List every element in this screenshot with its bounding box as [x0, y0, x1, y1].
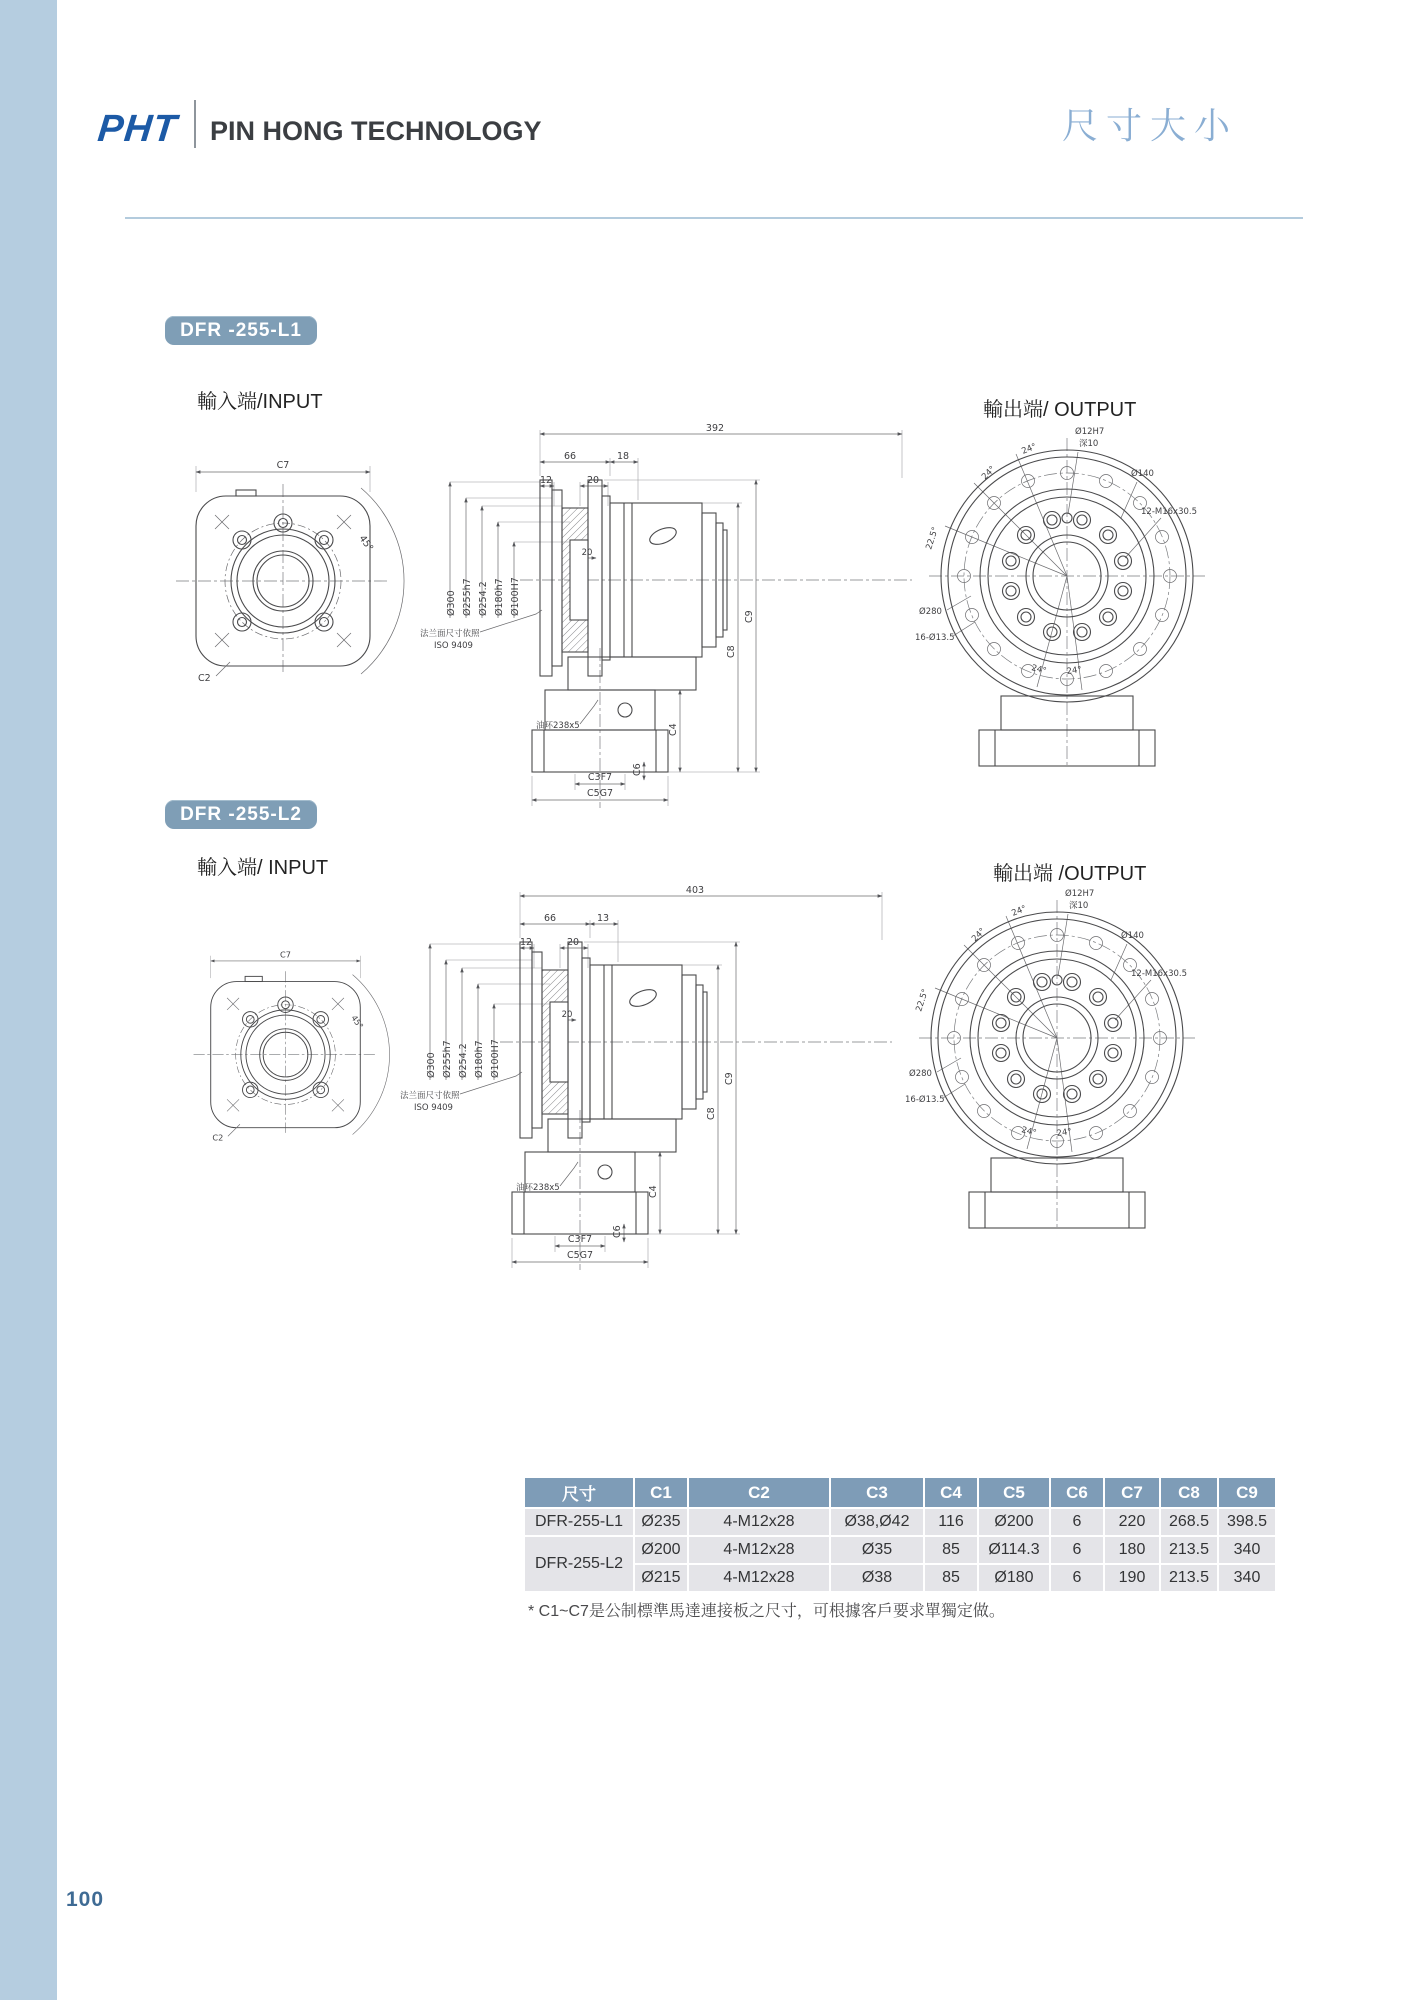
dim-c7: C7 — [280, 949, 291, 960]
dim-c2: C2 — [198, 673, 211, 684]
dim-angle-24-d: 24° — [1056, 1126, 1073, 1139]
dim-dia254: Ø254.2 — [478, 581, 489, 616]
pht-logo: PHT — [95, 108, 180, 150]
dim-dia255: Ø255h7 — [442, 1040, 453, 1078]
cell-c3: Ø38 — [831, 1565, 923, 1591]
input-flange-view-l2 — [178, 942, 393, 1144]
dim-dia100: Ø100H7 — [490, 1039, 501, 1078]
cell-model: DFR-255-L1 — [525, 1509, 633, 1535]
dim-c3: C3F7 — [567, 1234, 593, 1245]
cell-c8: 213.5 — [1161, 1537, 1217, 1563]
cell-c4: 116 — [925, 1509, 977, 1535]
dim-dowel-hole: Ø12H7 — [1075, 427, 1105, 437]
cell-c7: 220 — [1105, 1509, 1159, 1535]
cell-c1: Ø215 — [635, 1565, 687, 1591]
note-flange: 法兰面尺寸依照 — [400, 1091, 460, 1101]
col-header-c8: C8 — [1161, 1478, 1217, 1507]
dim-overall: 392 — [705, 423, 725, 434]
table-header-row — [525, 1478, 1275, 1507]
cell-c3: Ø38,Ø42 — [831, 1509, 923, 1535]
dim-overall: 403 — [685, 885, 705, 896]
dim-c4: C4 — [668, 723, 679, 736]
dim-c8: C8 — [706, 1107, 717, 1120]
dim-holes-135: 16-Ø13.5 — [915, 633, 955, 643]
dim-c9: C9 — [744, 610, 755, 623]
col-header-c3: C3 — [831, 1478, 923, 1507]
dim-dia180: Ø180h7 — [494, 578, 505, 616]
dim-66: 66 — [543, 913, 557, 924]
dim-holes-135: 16-Ø13.5 — [905, 1095, 945, 1105]
cell-c4: 85 — [925, 1537, 977, 1563]
col-header-size: 尺寸 — [525, 1478, 633, 1507]
dim-c8: C8 — [726, 645, 737, 658]
cell-c6: 6 — [1051, 1565, 1103, 1591]
cell-c2: 4-M12x28 — [689, 1509, 829, 1535]
dim-12: 12 — [539, 475, 553, 486]
dim-20: 20 — [566, 937, 580, 948]
dim-dowel-depth: 深10 — [1069, 901, 1089, 911]
dim-d280: Ø280 — [919, 607, 942, 617]
table-footnote: * C1~C7是公制標準馬達連接板之尺寸，可根據客戶要求單獨定做。 — [528, 1603, 1005, 1620]
dim-c3: C3F7 — [587, 772, 613, 783]
dim-angle-24-c: 24° — [1030, 663, 1048, 677]
page-number: 100 — [66, 1888, 105, 1911]
cell-c5: Ø200 — [979, 1509, 1049, 1535]
dim-dia300: Ø300 — [426, 1052, 437, 1078]
dim-18: 18 — [616, 451, 630, 462]
dim-angle-24-a: 24° — [1020, 441, 1039, 457]
dim-c5: C5G7 — [566, 1250, 594, 1261]
table-row — [525, 1565, 1275, 1591]
note-iso: ISO 9409 — [414, 1103, 453, 1113]
dim-angle-24-a: 24° — [1010, 903, 1029, 919]
dim-c9: C9 — [724, 1072, 735, 1085]
cell-c1: Ø235 — [635, 1509, 687, 1535]
left-accent-stripe — [0, 0, 57, 2000]
dim-d280: Ø280 — [909, 1069, 932, 1079]
dim-bolt-spec: 12-M16x30.5 — [1141, 507, 1197, 517]
col-header-c2: C2 — [689, 1478, 829, 1507]
cell-model: DFR-255-L2 — [525, 1537, 633, 1591]
cell-c2: 4-M12x28 — [689, 1537, 829, 1563]
output-flange-view-l2 — [905, 880, 1205, 1232]
input-label-l1: 輸入端/INPUT — [197, 391, 323, 413]
note-oil-ring: 油环238x5 — [516, 1183, 560, 1193]
input-label-l2: 輸入端/ INPUT — [197, 857, 329, 879]
dim-c6: C6 — [612, 1225, 623, 1238]
dim-dia254: Ø254.2 — [458, 1043, 469, 1078]
dim-dowel-hole: Ø12H7 — [1065, 889, 1095, 899]
cell-c6: 6 — [1051, 1509, 1103, 1535]
cell-c8: 268.5 — [1161, 1509, 1217, 1535]
dim-dia180: Ø180h7 — [474, 1040, 485, 1078]
dim-45deg: 45° — [349, 1013, 366, 1031]
output-label-l2: 輸出端 /OUTPUT — [993, 863, 1147, 885]
dim-d140: Ø140 — [1121, 931, 1144, 941]
dim-66: 66 — [563, 451, 577, 462]
side-section-view-l1 — [420, 418, 920, 813]
header-divider — [194, 100, 196, 148]
cell-c8: 213.5 — [1161, 1565, 1217, 1591]
dim-c6: C6 — [632, 763, 643, 776]
side-section-view-l2 — [400, 880, 900, 1275]
cell-c9: 340 — [1219, 1537, 1275, 1563]
cell-c3: Ø35 — [831, 1537, 923, 1563]
note-iso: ISO 9409 — [434, 641, 473, 651]
cell-c4: 85 — [925, 1565, 977, 1591]
dim-45deg: 45° — [356, 533, 376, 554]
dim-dia255: Ø255h7 — [462, 578, 473, 616]
col-header-c6: C6 — [1051, 1478, 1103, 1507]
model-badge-l1: DFR -255-L1 — [165, 316, 317, 345]
dim-bore-20: 20 — [581, 548, 593, 558]
dim-angle-225: 22.5° — [914, 987, 932, 1013]
output-flange-view-l1 — [915, 418, 1215, 770]
cell-c6: 6 — [1051, 1537, 1103, 1563]
dim-angle-24-b: 24° — [970, 926, 988, 945]
dim-dia100: Ø100H7 — [510, 577, 521, 616]
note-flange: 法兰面尺寸依照 — [420, 629, 480, 639]
dim-angle-24-c: 24° — [1020, 1125, 1038, 1139]
dim-angle-225: 22.5° — [924, 525, 942, 551]
dim-c7: C7 — [276, 460, 290, 471]
table-row — [525, 1509, 1275, 1535]
dim-angle-24-d: 24° — [1066, 664, 1083, 677]
note-oil-ring: 油环238x5 — [536, 721, 580, 731]
cell-c5: Ø180 — [979, 1565, 1049, 1591]
header-rule — [125, 217, 1303, 219]
col-header-c1: C1 — [635, 1478, 687, 1507]
cell-c7: 180 — [1105, 1537, 1159, 1563]
dim-c5: C5G7 — [586, 788, 614, 799]
cell-c9: 398.5 — [1219, 1509, 1275, 1535]
model-badge-l2: DFR -255-L2 — [165, 800, 317, 829]
cell-c2: 4-M12x28 — [689, 1565, 829, 1591]
company-name: PIN HONG TECHNOLOGY — [210, 116, 542, 146]
col-header-c4: C4 — [925, 1478, 977, 1507]
input-flange-view-l1 — [158, 450, 408, 685]
output-label-l1: 輸出端/ OUTPUT — [983, 399, 1137, 421]
dim-12: 12 — [519, 937, 533, 948]
dim-bore-20: 20 — [561, 1010, 573, 1020]
dim-d140: Ø140 — [1131, 469, 1154, 479]
dim-c2: C2 — [212, 1132, 224, 1143]
dim-dia300: Ø300 — [446, 590, 457, 616]
dim-angle-24-b: 24° — [980, 464, 998, 483]
cell-c5: Ø114.3 — [979, 1537, 1049, 1563]
dim-20: 20 — [586, 475, 600, 486]
cell-c7: 190 — [1105, 1565, 1159, 1591]
col-header-c5: C5 — [979, 1478, 1049, 1507]
dim-13: 13 — [596, 913, 610, 924]
dim-bolt-spec: 12-M16x30.5 — [1131, 969, 1187, 979]
table-row — [525, 1537, 1275, 1563]
cell-c1: Ø200 — [635, 1537, 687, 1563]
col-header-c9: C9 — [1219, 1478, 1275, 1507]
col-header-c7: C7 — [1105, 1478, 1159, 1507]
cell-c9: 340 — [1219, 1565, 1275, 1591]
dimension-table — [523, 1476, 1277, 1593]
dim-dowel-depth: 深10 — [1079, 439, 1099, 449]
dim-c4: C4 — [648, 1185, 659, 1198]
page-title: 尺寸大小 — [1062, 105, 1239, 146]
